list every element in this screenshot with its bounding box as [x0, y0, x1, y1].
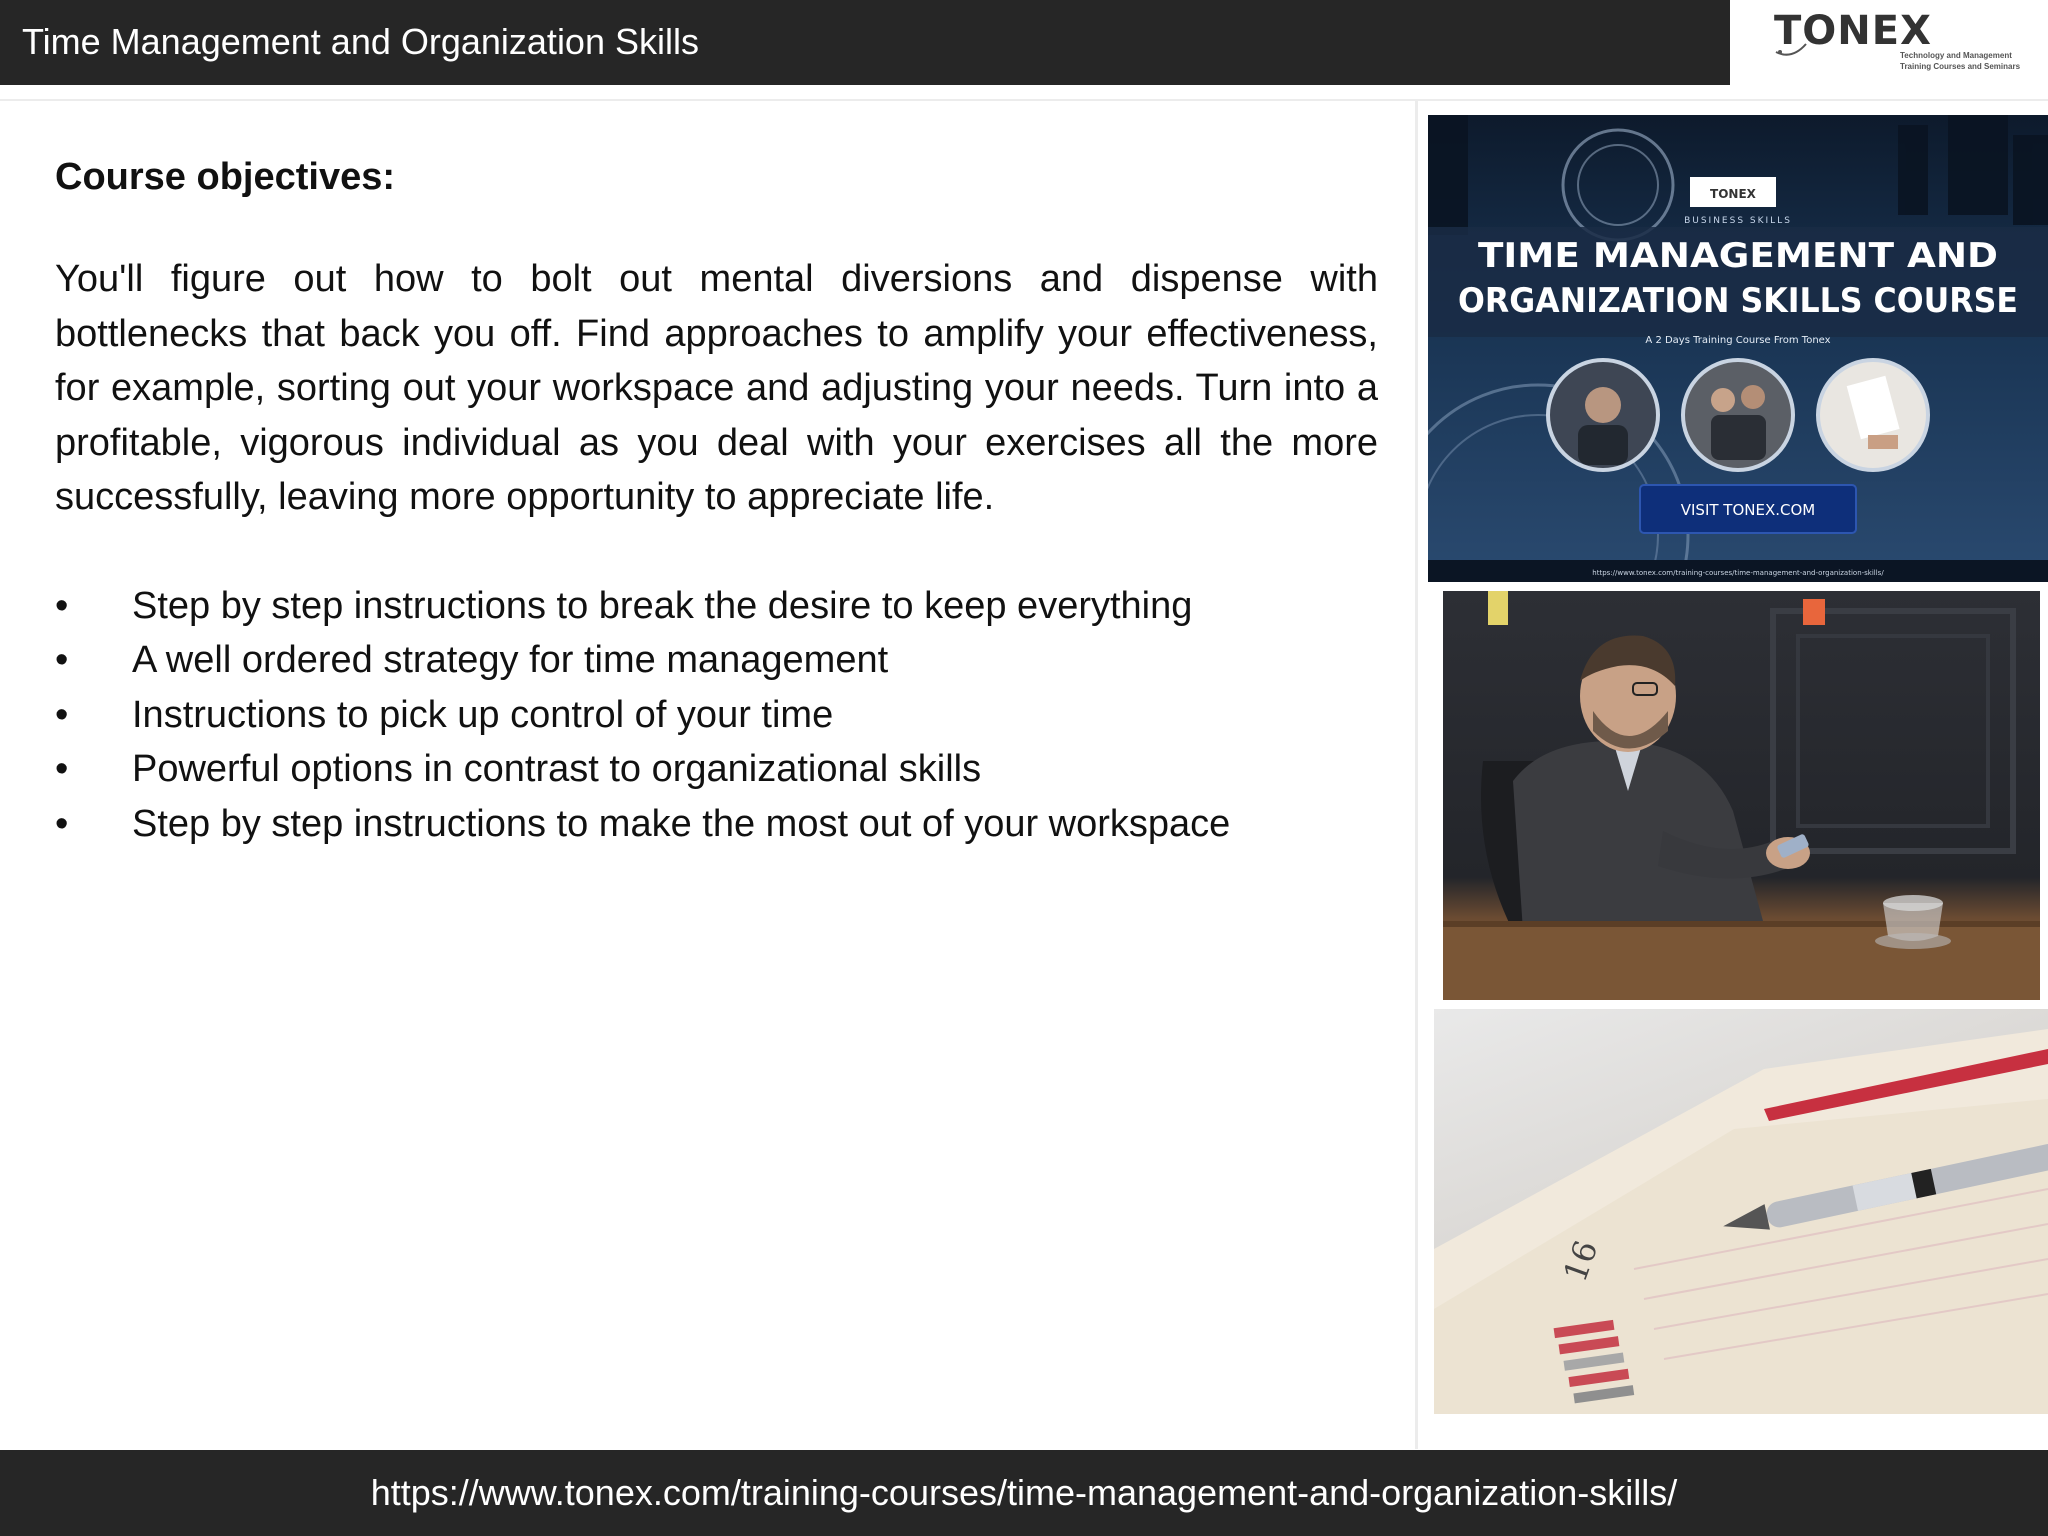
banner-subtitle: A 2 Days Training Course From Tonex [1645, 335, 1831, 346]
header-divider [0, 99, 2048, 101]
column-divider [1415, 101, 1418, 1449]
objectives-list [55, 579, 1378, 852]
course-banner-image [1428, 115, 2048, 582]
header-bar [0, 0, 1730, 85]
slide-title: Time Management and Organization Skills [22, 21, 699, 62]
logo-tagline-1: Technology and Management [1900, 51, 2012, 60]
list-item: • Step by step instructions to make the most out of your workspace [55, 797, 1378, 852]
list-item: • A well ordered strategy for time management [55, 633, 1378, 688]
logo-tagline [1900, 50, 2040, 72]
footer-url-link[interactable]: https://www.tonex.com/training-courses/time-management-and-organization-skills/ [370, 1472, 1678, 1513]
list-item: • Instructions to pick up control of your time [55, 688, 1378, 743]
tonex-logo [1730, 0, 2048, 85]
diary-day-number: 16 [1555, 1235, 1606, 1287]
objectives-paragraph: You'll figure out how to bolt out mental diversions and dispense with bottlenecks that back you off. Find approaches to amplify your effectiveness, for example, sorting out your workspace and adjusting your needs. Turn into a profitable, vigorous individual as you deal with your exercises all the more successfully, leaving more opportunity to appreciate life. [55, 258, 1378, 518]
banner-title-line-1: TIME MANAGEMENT AND [1478, 236, 1998, 276]
bullet-icon: • [55, 639, 69, 681]
banner-visit-button: VISIT TONEX.COM [1680, 501, 1816, 519]
list-item: • Step by step instructions to break the desire to keep everything [55, 579, 1378, 634]
bullet-icon: • [55, 802, 69, 845]
banner-kicker: BUSINESS SKILLS [1684, 216, 1792, 226]
footer-bar [0, 1450, 2048, 1536]
bullet-icon: • [55, 693, 69, 736]
logo-wordmark: TONEX [1774, 8, 1932, 54]
banner-logo: TONEX [1710, 187, 1756, 201]
banner-title-line-2: ORGANIZATION SKILLS COURSE [1458, 281, 2018, 321]
bullet-icon: • [55, 584, 69, 627]
main-content [55, 150, 1378, 851]
banner-photo-circles [1548, 360, 1928, 470]
section-heading: Course objectives: [55, 156, 395, 198]
logo-tagline-2: Training Courses and Seminars [1900, 62, 2021, 71]
list-item: • Powerful options in contrast to organizational skills [55, 742, 1378, 797]
bullet-icon: • [55, 748, 69, 790]
diary-pen-photo [1434, 1009, 2048, 1414]
banner-url: https://www.tonex.com/training-courses/time-management-and-organization-skills/ [1592, 569, 1884, 577]
businessman-photo [1443, 591, 2040, 1000]
